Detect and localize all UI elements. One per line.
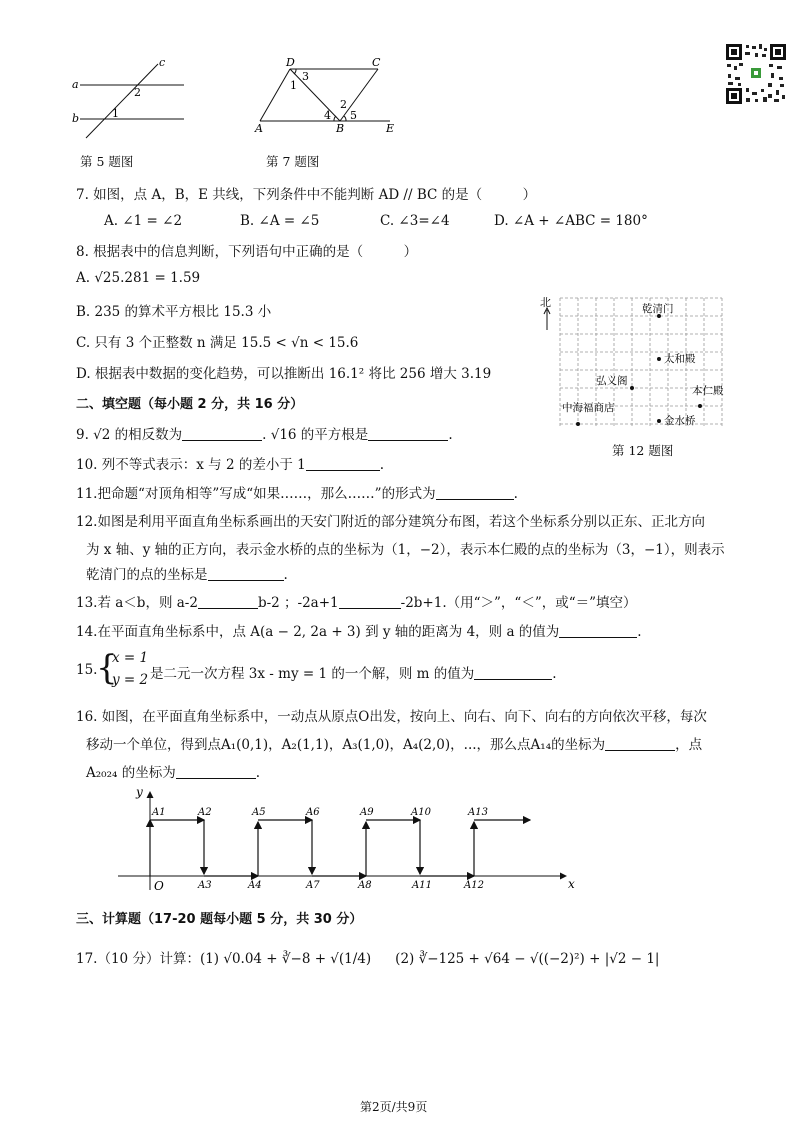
point-A8: A8 <box>358 880 372 891</box>
q8-option-a: A. √25.281 = 1.59 <box>76 270 201 286</box>
point-A10: A10 <box>411 807 431 818</box>
place-jinshuiqiao: 金水桥 <box>664 415 696 427</box>
figure-12-caption: 第 12 题图 <box>612 443 674 458</box>
place-benrendian: 本仁殿 <box>692 385 724 397</box>
angle-3-label: 3 <box>302 70 309 83</box>
x-axis-label: x <box>568 877 575 891</box>
q15-eq2: y = 2 <box>112 672 149 688</box>
origin-label: O <box>154 879 164 893</box>
line-b-label: b <box>72 112 80 125</box>
q7-option-d: D. ∠A + ∠ABC = 180° <box>494 213 648 229</box>
q16-line-2: 移动一个单位，得到点A₁(0,1)，A₂(1,1)，A₃(1,0)，A₄(2,0)，...，那么点A₁₄的坐标为 ，点 <box>86 737 703 753</box>
point-A3: A3 <box>198 880 212 891</box>
q7-option-c: C. ∠3=∠4 <box>380 213 450 229</box>
q14: 14.在平面直角坐标系中，点 A(a − 2, 2a + 3) 到 y 轴的距离为 4，则 a 的值为 . <box>76 624 642 640</box>
point-A12: A12 <box>464 880 484 891</box>
place-zhonghai: 中海福商店 <box>562 402 615 414</box>
page-number: 第2页/共9页 <box>360 1100 428 1114</box>
line-c-label: c <box>159 56 166 69</box>
q9: 9. √2 的相反数为 . √16 的平方根是 . <box>76 427 453 443</box>
point-A13: A13 <box>468 807 488 818</box>
q17: 17.（10 分）计算：(1) √0.04 + ∛−8 + √(1/4) (2) ∛−125 + √64 − √((−2)²) + |√2 − 1| <box>76 951 660 967</box>
q9-blank-2[interactable] <box>368 427 448 441</box>
angle-1-label: 1 <box>290 79 297 92</box>
angle-4-label: 4 <box>324 109 331 122</box>
q7-option-b: B. ∠A = ∠5 <box>240 213 320 229</box>
q8-option-b: B. 235 的算术平方根比 15.3 小 <box>76 304 272 320</box>
q15-blank[interactable] <box>474 666 552 680</box>
q8-option-c: C. 只有 3 个正整数 n 满足 15.5 < √n < 15.6 <box>76 335 359 351</box>
q13-blank-1[interactable] <box>198 595 258 609</box>
point-D: D <box>286 56 295 69</box>
line-a-label: a <box>72 78 79 91</box>
point-A6: A6 <box>306 807 320 818</box>
figure-7-caption: 第 7 题图 <box>266 154 320 169</box>
point-C: C <box>372 56 381 69</box>
q8-stem: 8. 根据表中的信息判断，下列语句中正确的是（ ） <box>76 244 418 260</box>
place-qianqingmen: 乾清门 <box>642 303 674 315</box>
figure-5-caption: 第 5 题图 <box>80 154 134 169</box>
point-B: B <box>336 122 345 135</box>
north-label: 北 <box>540 296 551 309</box>
point-A5: A5 <box>252 807 266 818</box>
figure-12-map <box>538 296 738 436</box>
angle-1-label: 1 <box>112 107 119 120</box>
angle-5-label: 5 <box>350 109 357 122</box>
q10-blank[interactable] <box>306 457 380 471</box>
figure-5 <box>66 56 196 140</box>
q15-eq1: x = 1 <box>112 650 149 666</box>
figure-16 <box>118 784 588 894</box>
q13-blank-2[interactable] <box>339 595 401 609</box>
point-A11: A11 <box>412 880 432 891</box>
q11-blank[interactable] <box>436 486 514 500</box>
q13: 13.若 a＜b，则 a-2 b-2 ；-2a+1 -2b+1.（用“＞”，“＜”，或“＝”填空） <box>76 595 637 611</box>
q12-blank[interactable] <box>208 567 284 581</box>
q10: 10. 列不等式表示：x 与 2 的差小于 1 . <box>76 457 385 473</box>
point-A7: A7 <box>306 880 320 891</box>
q16-blank-2[interactable] <box>176 765 256 779</box>
q7-option-a: A. ∠1 = ∠2 <box>104 213 183 229</box>
q16-blank-1[interactable] <box>605 737 675 751</box>
q15-brace: { <box>96 648 118 688</box>
figure-7 <box>250 56 400 136</box>
q12-line-2: 为 x 轴、y 轴的正方向，表示金水桥的点的坐标为（1，−2），表示本仁殿的点的坐标为（3，−1），则表示 <box>86 542 725 558</box>
section-3-title: 三、计算题（17-20 题每小题 5 分，共 30 分） <box>76 912 363 927</box>
q11: 11.把命题“对顶角相等”写成“如果……，那么……”的形式为 . <box>76 486 518 502</box>
y-axis-label: y <box>136 785 143 799</box>
q9-blank-1[interactable] <box>182 427 262 441</box>
point-A9: A9 <box>360 807 374 818</box>
q16-line-3: A₂₀₂₄ 的坐标为 . <box>86 765 260 781</box>
place-taihedian: 太和殿 <box>664 353 696 365</box>
q14-blank[interactable] <box>559 624 637 638</box>
point-A: A <box>255 122 263 135</box>
point-E: E <box>386 122 395 135</box>
point-A4: A4 <box>248 880 262 891</box>
q12-line-3: 乾清门的点的坐标是 . <box>86 567 288 583</box>
point-A1: A1 <box>152 807 166 818</box>
q8-option-d: D. 根据表中数据的变化趋势，可以推断出 16.1² 将比 256 增大 3.19 <box>76 366 492 382</box>
point-A2: A2 <box>198 807 212 818</box>
q12-line-1: 12.如图是利用平面直角坐标系画出的天安门附近的部分建筑分布图，若这个坐标系分别以正东、正北方向 <box>76 514 705 530</box>
angle-2-label: 2 <box>340 98 347 111</box>
qr-code <box>724 42 788 106</box>
section-2-title: 二、填空题（每小题 2 分，共 16 分） <box>76 397 304 412</box>
place-hongyige: 弘义阁 <box>596 375 628 387</box>
q16-line-1: 16. 如图，在平面直角坐标系中，一动点从原点O出发，按向上、向右、向下、向右的方向依次平移，每次 <box>76 709 707 725</box>
angle-2-label: 2 <box>134 86 141 99</box>
q7-stem: 7. 如图，点 A，B，E 共线，下列条件中不能判断 AD // BC 的是（ ） <box>76 187 537 203</box>
